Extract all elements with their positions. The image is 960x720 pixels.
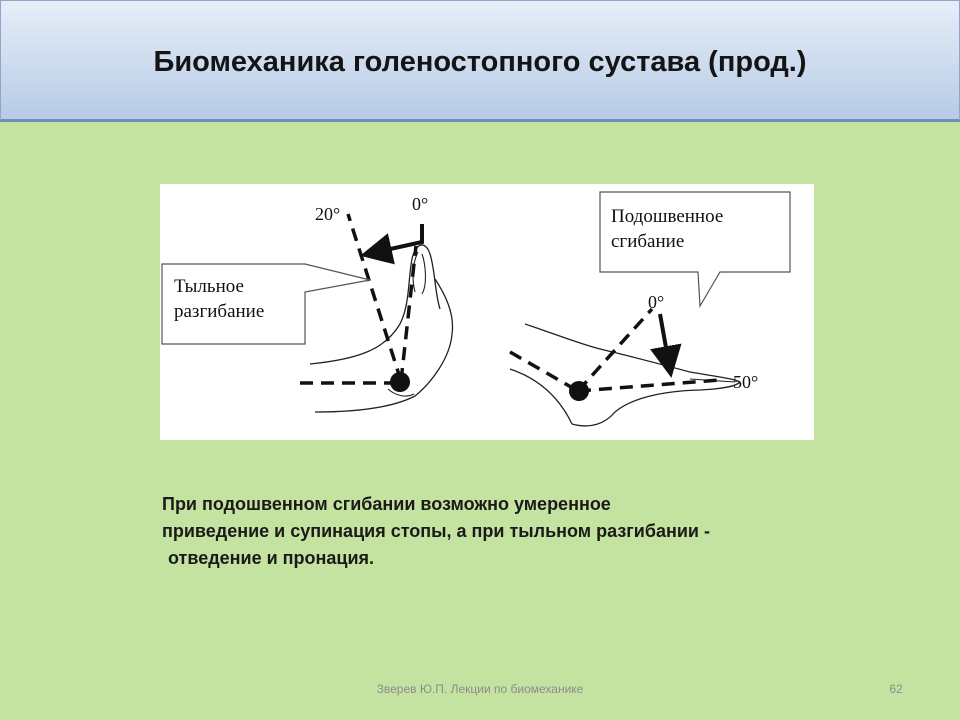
dorsal-label-line2: разгибание [174, 301, 265, 322]
footer-text: Зверев Ю.П. Лекции по биомеханике [376, 682, 584, 696]
left-toes-outline [413, 252, 425, 294]
right-foot-outline [525, 324, 740, 382]
plantar-label-line1: Подошвенное [611, 206, 724, 227]
page-number: 62 [889, 682, 903, 696]
caption-line-2: приведение и супинация стопы, а при тыльном разгибании - [162, 521, 710, 541]
slide-title: Биомеханика голеностопного сустава (прод.) [153, 46, 807, 78]
plantar-label-line2: сгибание [611, 231, 685, 252]
left-zero-axis [401, 246, 416, 381]
left-shin-outline [315, 279, 453, 412]
right-rotation-arrow [660, 314, 670, 370]
dorsal-angle-0: 0° [412, 194, 429, 214]
left-joint-center [390, 372, 410, 392]
plantar-angle-0: 0° [648, 292, 665, 312]
caption-line-3: отведение и пронация. [168, 548, 375, 568]
left-foot-outline [310, 245, 440, 364]
right-joint-center [569, 381, 589, 401]
right-shin-axis [510, 352, 578, 391]
dorsal-angle-20: 20° [315, 204, 341, 224]
plantar-angle-50: 50° [733, 372, 759, 392]
right-sole-outline [510, 369, 740, 426]
ankle-figure [160, 184, 814, 440]
right-fifty-axis [578, 380, 720, 391]
caption-line-1: При подошвенном сгибании возможно умеренное [162, 494, 611, 514]
right-zero-axis [578, 309, 652, 391]
dorsal-label-line1: Тыльное [174, 276, 244, 297]
plantar-label [611, 204, 723, 254]
dorsal-label [174, 274, 264, 324]
slide-caption [162, 491, 862, 572]
